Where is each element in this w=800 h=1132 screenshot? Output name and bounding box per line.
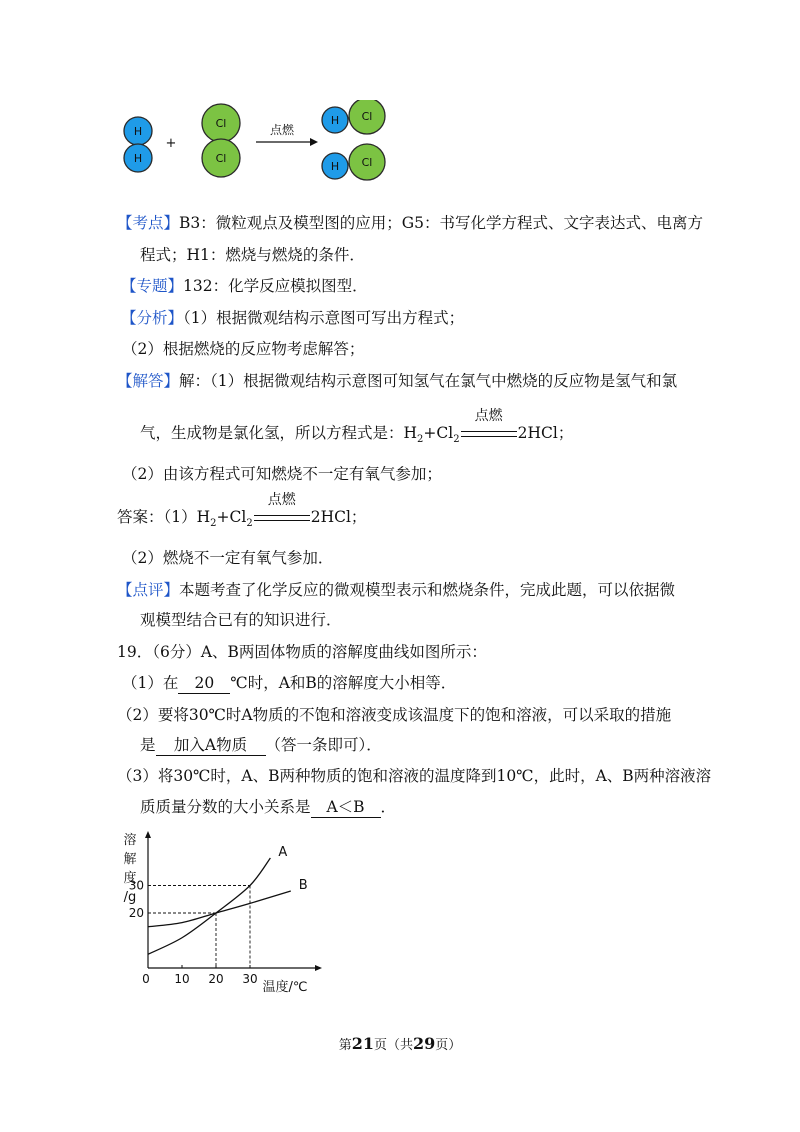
question-19-part-3: （3）将30℃时，A、B两种物质的饱和溶液的温度降到10℃，此时，A、B两种溶液溶: [117, 767, 712, 785]
fenxi-line-2: [122, 339, 364, 359]
curve-label-b: B: [298, 878, 308, 893]
origin-label: 0: [142, 972, 150, 986]
jieda-line-5: [122, 548, 333, 568]
kaodian-line-1: [117, 213, 703, 233]
fenxi-tag: 【分析】: [121, 309, 184, 327]
reaction-arrow: [256, 122, 318, 146]
atom-label: Cl: [215, 117, 227, 130]
curve-label-a: A: [278, 845, 288, 860]
jieda-text-step2-answer: （2）燃烧不一定有氧气参加．: [122, 549, 334, 567]
atom-label: H: [133, 125, 143, 138]
dianping-line-2: [140, 610, 342, 630]
equation-condition: 点燃: [267, 492, 296, 508]
dianping-line-1: [117, 580, 675, 600]
total-pages: 29: [413, 1034, 436, 1053]
y-tick-label: 30: [128, 878, 144, 893]
fenxi-text: （1）根据微观结构示意图可写出方程式；: [183, 309, 465, 327]
jieda-text-cont: 气，生成物是氯化氢，所以方程式是：: [140, 424, 404, 442]
atom-label: Cl: [215, 152, 227, 165]
x-axis-label: 温度/℃: [262, 980, 308, 995]
y-axis-label-char: 解: [123, 852, 137, 867]
jieda-line-2: [140, 408, 574, 450]
jieda-line-1: [117, 371, 677, 391]
answer-line: [117, 492, 367, 534]
question-19-stem: 19．（6分）A、B两固体物质的溶解度曲线如图所示：: [117, 643, 487, 661]
dianping-text: 本题考查了化学反应的微观模型表示和燃烧条件，完成此题，可以依据微: [179, 581, 676, 599]
chemical-equation: $H_2+Cl_2$ 点燃 2HCl；: [196, 492, 367, 530]
reaction-molecule-diagram: [110, 100, 410, 190]
jieda-text: 解：（1）根据微观结构示意图可知氢气在氯气中燃烧的反应物是氢气和氯: [179, 372, 678, 390]
y-tick-label: 20: [128, 906, 144, 920]
page-footer: 第21页（共29页）: [338, 1034, 462, 1053]
answer-prefix: 答案：（1）: [117, 508, 197, 526]
x-axis-arrow: [315, 965, 322, 971]
question-19-part-1: （1）在 20 ℃时，A和B的溶解度大小相等．: [122, 674, 457, 692]
x-tick-label: 20: [208, 972, 224, 986]
y-axis-arrow: [145, 831, 151, 838]
kaodian-tag: 【考点】: [117, 214, 180, 232]
x-tick-label: 30: [242, 972, 258, 986]
plus-sign: +: [165, 136, 177, 151]
jieda-tag: 【解答】: [117, 372, 180, 390]
question-19-part-2-cont: 是 加入A物质 （答一条即可）．: [140, 736, 382, 754]
solubility-chart: [110, 828, 330, 998]
atom-label: H: [330, 114, 340, 127]
kaodian-line-2: [140, 245, 365, 265]
fenxi-text-cont: （2）根据燃烧的反应物考虑解答；: [122, 340, 365, 358]
dianping-tag: 【点评】: [117, 581, 180, 599]
answer-blank: 加入A物质: [156, 735, 266, 756]
dianping-text-cont: 观模型结合已有的知识进行．: [140, 611, 342, 629]
y-axis-label-char: 度: [123, 871, 137, 886]
answer-blank: A＜B: [311, 797, 381, 818]
answer-blank: 20: [178, 673, 230, 694]
zhuanti-line: [121, 276, 368, 296]
atom-label: Cl: [361, 156, 373, 169]
jieda-text-step2: （2）由该方程式可知燃烧不一定有氧气参加；: [122, 465, 442, 483]
jieda-line-3: [122, 464, 442, 484]
curve-a: [148, 858, 270, 954]
zhuanti-tag: 【专题】: [121, 277, 184, 295]
kaodian-text-cont: 程式；H1：燃烧与燃烧的条件．: [140, 246, 365, 264]
arrow-label: 点燃: [269, 123, 295, 137]
kaodian-text: B3：微粒观点及模型图的应用；G5：书写化学方程式、文字表达式、电离方: [179, 214, 704, 232]
equation-condition: 点燃: [474, 408, 503, 424]
x-tick-label: 10: [174, 972, 190, 986]
fenxi-line-1: [121, 308, 464, 328]
curve-b: [148, 891, 291, 927]
current-page: 21: [351, 1034, 374, 1053]
atom-label: H: [133, 152, 143, 165]
y-axis-label-char: 溶: [123, 833, 137, 848]
y-axis-label-char: /g: [123, 890, 137, 905]
atom-label: Cl: [361, 110, 373, 123]
zhuanti-text: 132：化学反应模拟图型．: [183, 277, 368, 295]
atom-label: H: [330, 160, 340, 173]
question-19-part-3-cont: 质质量分数的大小关系是 A＜B ．: [140, 798, 397, 816]
question-19-part-2: （2）要将30℃时A物质的不饱和溶液变成该温度下的饱和溶液，可以采取的措施: [117, 706, 672, 724]
chemical-equation: $H_2+Cl_2$ 点燃 2HCl；: [403, 408, 574, 446]
